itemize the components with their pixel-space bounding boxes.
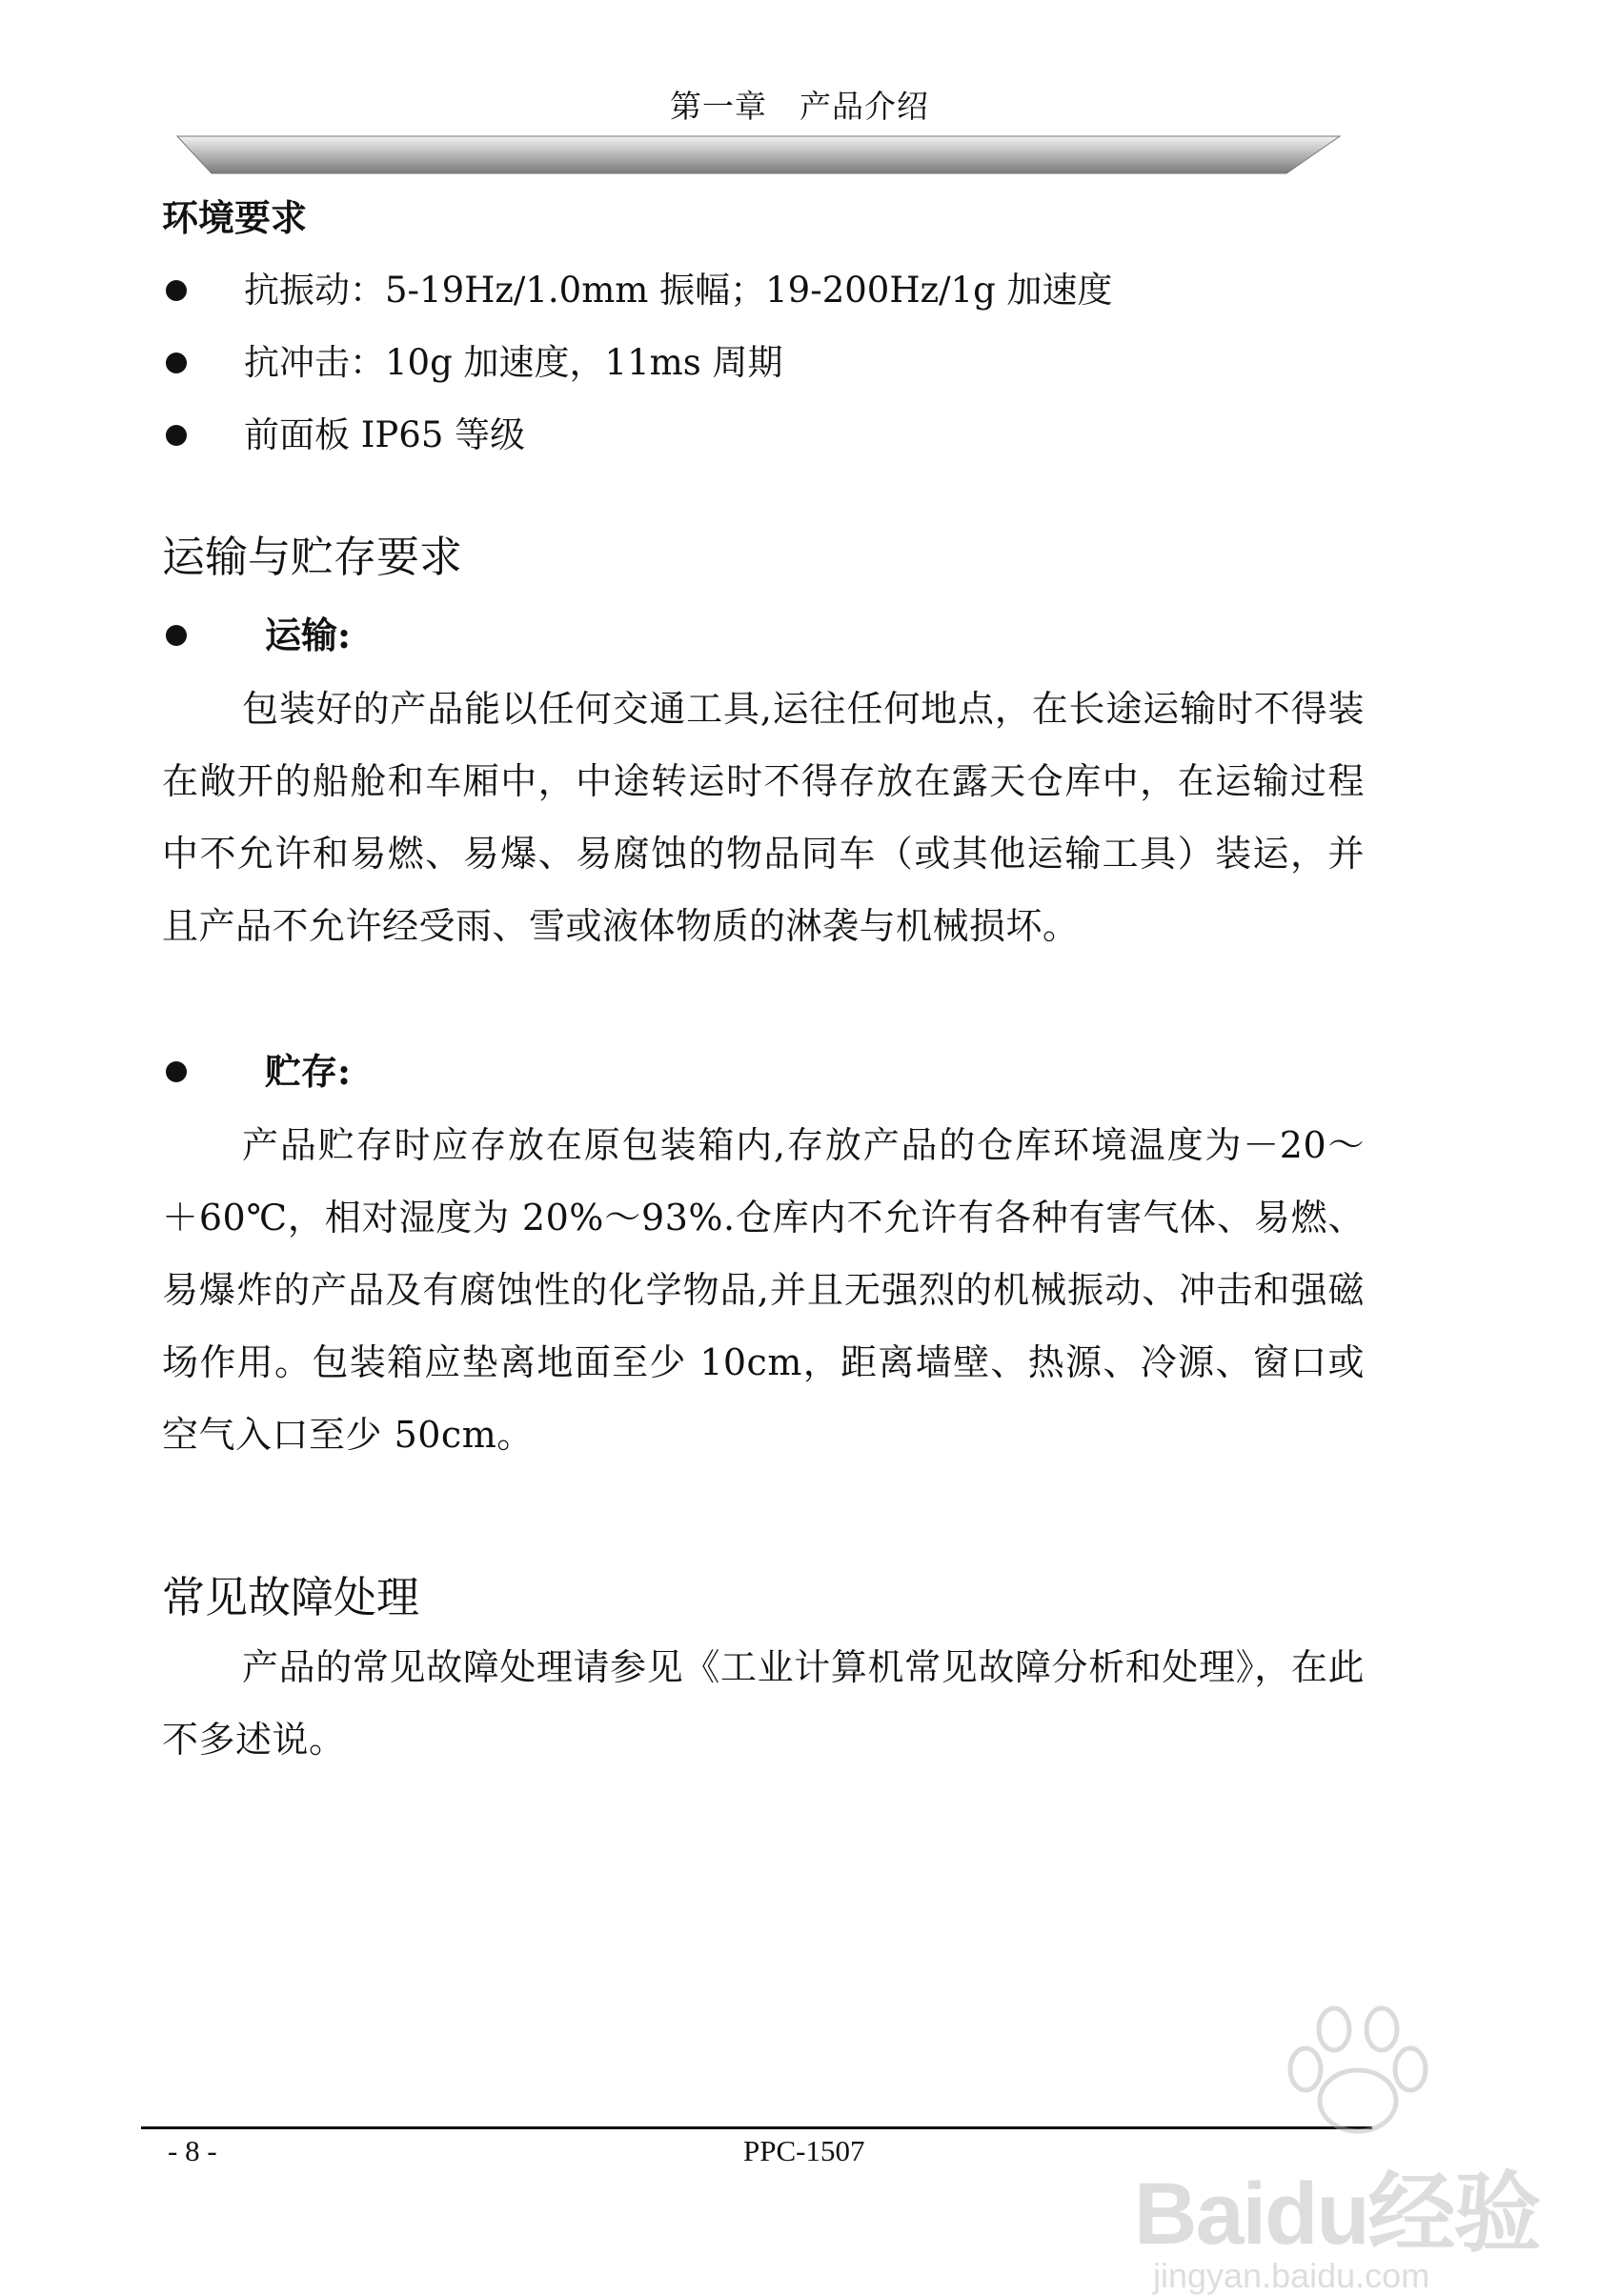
storage-label: 贮存:	[265, 1050, 352, 1093]
bullet-icon	[166, 625, 187, 646]
env-item-text: 抗振动：5-19Hz/1.0mm 振幅；19-200Hz/1g 加速度	[244, 270, 1113, 311]
transport-heading: 运输与贮存要求	[162, 532, 463, 582]
storage-paragraph: 产品贮存时应存放在原包装箱内,存放产品的仓库环境温度为－20～＋60℃，相对湿度为 20%～93%.仓库内不允许有各种有害气体、易燃、易爆炸的产品及有腐蚀性的化学物品,并且无强烈的机械振动、冲击和强磁场作用。包装箱应垫离地面至少 10cm，距离墙壁、热源、冷源、窗口或空气入口至少 50cm。	[162, 1124, 1365, 1456]
bullet-icon	[166, 1061, 187, 1082]
bullet-icon	[166, 352, 187, 373]
faults-heading: 常见故障处理	[162, 1572, 420, 1622]
chapter-header: 第一章 产品介绍	[670, 88, 929, 125]
bullet-icon	[166, 425, 187, 446]
watermark-brand: Baidu经验	[1134, 2165, 1540, 2263]
header-rule	[172, 133, 1344, 177]
env-item-text: 抗冲击：10g 加速度，11ms 周期	[244, 342, 783, 383]
faults-paragraph: 产品的常见故障处理请参见《工业计算机常见故障分析和处理》，在此不多述说。	[162, 1646, 1365, 1761]
page-number: - 8 -	[168, 2134, 217, 2167]
baidu-watermark	[1134, 2001, 1553, 2295]
bullet-icon	[166, 280, 187, 301]
env-heading: 环境要求	[162, 196, 308, 239]
env-item-text: 前面板 IP65 等级	[244, 414, 526, 455]
watermark-url: jingyan.baidu.com	[1153, 2256, 1430, 2295]
paw-icon	[1277, 2001, 1439, 2144]
transport-paragraph: 包装好的产品能以任何交通工具,运往任何地点，在长途运输时不得装在敞开的船舱和车厢中，中途转运时不得存放在露天仓库中，在运输过程中不允许和易燃、易爆、易腐蚀的物品同车（或其他运输工具）装运，并且产品不允许经受雨、雪或液体物质的淋袭与机械损坏。	[162, 688, 1365, 947]
model-name: PPC-1507	[743, 2134, 865, 2167]
transport-label: 运输:	[265, 614, 352, 656]
